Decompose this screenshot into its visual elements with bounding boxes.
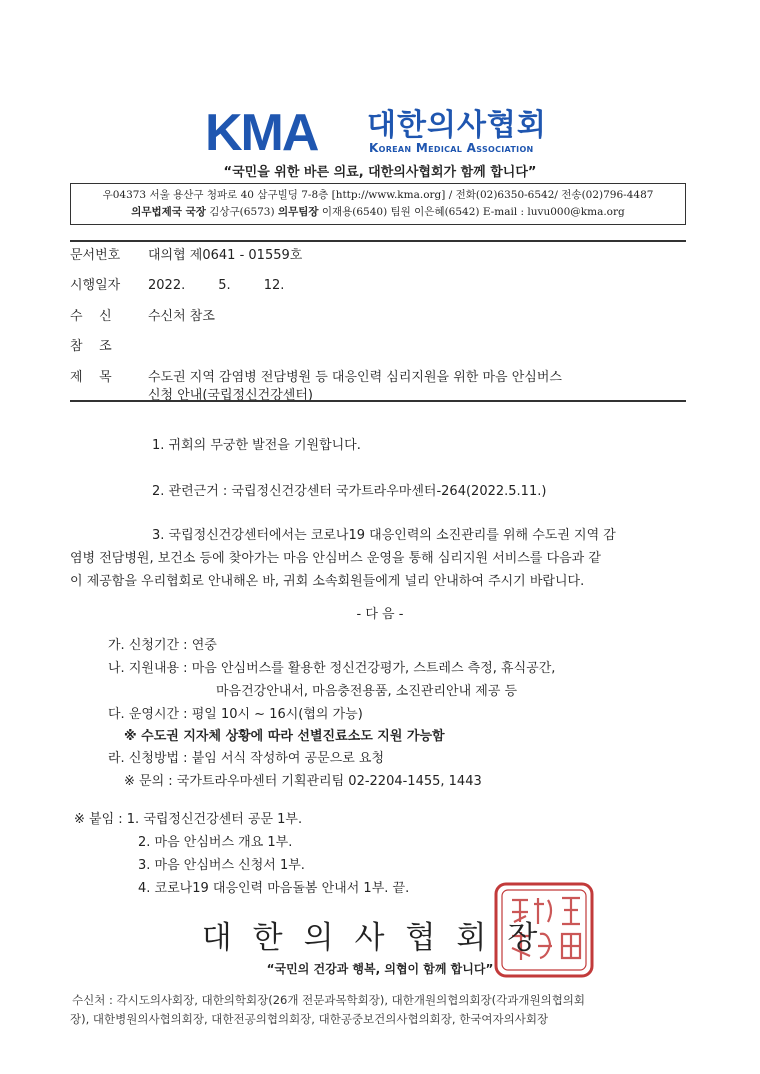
kma-logo xyxy=(205,104,577,162)
item-method-note: ※ 문의 : 국가트라우마센터 기획관리팀 02-2204-1455, 1443 xyxy=(124,774,482,789)
recipient-value: 수신처 참조 xyxy=(148,309,215,324)
doc-number-row xyxy=(70,244,302,263)
logo-mark: KMA xyxy=(205,104,318,162)
attachment-2: 2. 마음 안심버스 개요 1부. xyxy=(138,835,293,850)
doc-number-label: 문서번호 xyxy=(70,248,121,263)
next-heading: - 다 음 - xyxy=(356,607,404,622)
recipient-label: 수 신 xyxy=(70,309,112,324)
paragraph-1: 1. 귀회의 무궁한 발전을 기원합니다. xyxy=(152,438,361,453)
subject-row xyxy=(70,366,562,385)
recipients-line1: 수신처 : 각시도의사회장, 대한의학회장(26개 전문과목학회장), 대한개원의협의회장(각과개원의협의회 xyxy=(72,993,586,1007)
item-hours-note: ※ 수도권 지자체 상황에 따라 선별진료소도 지원 가능함 xyxy=(124,729,445,744)
contact-line xyxy=(71,204,685,221)
paragraph-2: 2. 관련근거 : 국립정신건강센터 국가트라우마센터-264(2022.5.11.) xyxy=(152,484,547,499)
item-content: 나. 지원내용 : 마음 안심버스를 활용한 정신건강평가, 스트레스 측정, 휴식공간, xyxy=(108,661,556,676)
dept-contact: 김상구(6573) xyxy=(205,206,278,218)
recipient-row xyxy=(70,305,215,324)
team-contact: 이재용(6540) 팀원 이은혜(6542) E-mail : luvu000@kma.org xyxy=(318,206,625,218)
header-slogan: “국민을 위한 바른 의료, 대한의사협회가 함께 합니다” xyxy=(223,165,537,180)
attachment-4: 4. 코로나19 대응인력 마음돌봄 안내서 1부. 끝. xyxy=(138,881,410,896)
subject-line2: 신청 안내(국립정신건강센터) xyxy=(148,388,313,403)
team-label: 의무팀장 xyxy=(277,206,319,218)
item-content-cont: 마음건강안내서, 마음충전용품, 소진관리안내 제공 등 xyxy=(216,684,518,699)
footer-slogan: “국민의 건강과 행복, 의협이 함께 합니다” xyxy=(266,962,494,976)
recipients-line2: 장), 대한병원의사협의회장, 대한전공의협의회장, 대한공중보건의사협의회장, 한국여자의사회장 xyxy=(70,1012,549,1026)
doc-number: 대의협 제0641 - 01559호 xyxy=(148,248,303,263)
reference-label: 참 조 xyxy=(70,339,112,354)
item-method: 라. 신청방법 : 붙임 서식 작성하여 공문으로 요청 xyxy=(108,751,385,766)
dept-label: 의무법제국 국장 xyxy=(131,206,206,218)
subject-line1: 수도권 지역 감염병 전담병원 등 대응인력 심리지원을 위한 마음 안심버스 xyxy=(148,370,562,385)
address-line: 우04373 서울 용산구 청파로 40 삼구빌딩 7-8층 [http://www.kma.org] / 전화(02)6350-6542/ 전송(02)796-4487 xyxy=(102,189,654,201)
subject-label: 제 목 xyxy=(70,370,112,385)
reference-row xyxy=(70,335,148,354)
item-hours: 다. 운영시간 : 평일 10시 ~ 16시(협의 가능) xyxy=(108,707,363,722)
address-box xyxy=(70,183,686,225)
date-value: 2022. 5. 12. xyxy=(148,278,285,293)
paragraph-3-line1: 3. 국립정신건강센터에서는 코로나19 대응인력의 소진관리를 위해 수도권 지역 감 xyxy=(152,528,616,543)
item-period: 가. 신청기간 : 연중 xyxy=(108,638,217,653)
sender-title: 대한의사협회장 xyxy=(201,920,559,956)
date-label: 시행일자 xyxy=(70,278,121,293)
subject-divider xyxy=(70,400,686,402)
logo-english-name: Korean Medical Association xyxy=(369,141,534,155)
header-divider xyxy=(70,240,686,242)
logo-korean-name: 대한의사협회 xyxy=(367,108,547,143)
attachment-1: ※ 붙임 : 1. 국립정신건강센터 공문 1부. xyxy=(74,812,303,827)
attachment-3: 3. 마음 안심버스 신청서 1부. xyxy=(138,858,305,873)
paragraph-3-line2: 염병 전담병원, 보건소 등에 찾아가는 마음 안심버스 운영을 통해 심리지원 서비스를 다음과 같 xyxy=(70,551,601,566)
date-row xyxy=(70,274,284,293)
paragraph-3-line3: 이 제공함을 우리협회로 안내해온 바, 귀회 소속회원들에게 널리 안내하여 주시기 바랍니다. xyxy=(70,574,585,589)
